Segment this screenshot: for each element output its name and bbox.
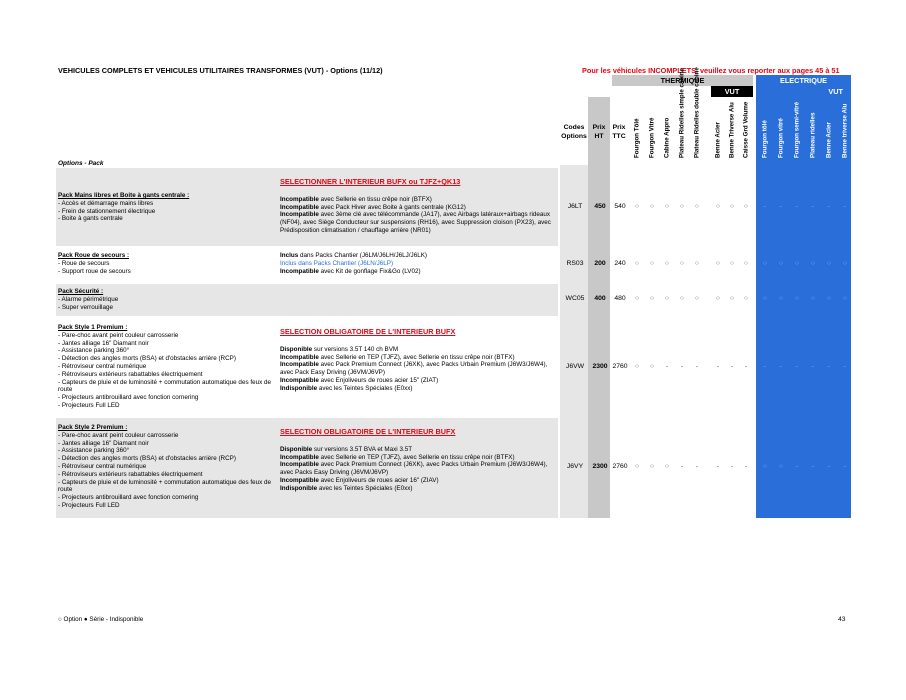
price-ttc: 240	[614, 260, 626, 267]
col-benne-acier: Benne Acier	[714, 122, 722, 158]
row-description: Pack Style 2 Premium : - Pare-choc avant peint couleur carrosserie - Jantes alliage 16" Diamant noir - Assistance parking 360° - Détection des angles morts (BSA) et d'obstacles arrière (RCP) - Rétroviseur central numérique - Rétroviseurs extérieurs rabattables électriquement - Capteurs de pluie et de luminosité + commutation automatique des feux de route - Projecteurs antibrouillard avec fonction cornering - Projecteurs Full LED	[58, 424, 271, 509]
row-notes: SELECTIONNER L'INTERIEUR BUFX ou TJFZ+QK13 Incompatible avec Sellerie en tissu crêpe noir (BTFX) Incompatible avec Pack Hiver avec Boite à gants centrale (KG12) Incompatible avec 3ème clé avec télécommande (JA17), avec Airbags latéraux+airbags rideaux (NF04), avec Siège Conducteur sur suspensions (RH16), avec Suppression cloison (PX23), avec Prédisposition climatisation / chauffage arrière (NR01)	[280, 177, 551, 234]
row-notes: SELECTION OBLIGATOIRE DE L'INTERIEUR BUFX Disponible sur versions 3.5T 140 ch BVM Incompatible avec Sellerie en TEP (TJFZ), avec Sellerie en tissu crêpe noir (BTFX) Incompatible avec Pack Premium Connect (J6XK), avec Packs Urbain Premium (J6W3/J6W4), avec Pack Easy Driving (J6VM/J6VP) Incompatible avec Enjoliveurs de roues acier 15" (ZIAT) Indisponible avec les Teintes Spéciales (E0xx)	[280, 327, 548, 392]
legend: ○ Option ● Série - Indisponible	[58, 616, 144, 623]
row-description: Pack Style 1 Premium : - Pare-choc avant peint couleur carrosserie - Jantes alliage 16" Diamant noir - Assistance parking 360° - Détection des angles morts (BSA) et d'obstacles arrière (RCP) - Rétroviseur central numérique - Rétroviseurs extérieurs rabattables électriquement - Capteurs de pluie et de luminosité + commutation automatique des feux de route - Projecteurs antibrouillard avec fonction cornering - Projecteurs Full LED	[58, 324, 271, 409]
section-label: Options - Pack	[58, 160, 104, 167]
col-benne-triverse: Benne Triverse Alu	[728, 102, 736, 158]
price-ttc: 2760	[612, 363, 628, 370]
incomplete-vehicles-note: Pour les véhicules INCOMPLETS, veuillez vous reporter aux pages 45 à 51	[582, 66, 840, 75]
option-code: RS03	[566, 260, 584, 267]
price-ttc: 480	[614, 295, 626, 302]
col-caisse-grd-volume: Caisse Grd Volume	[742, 101, 750, 158]
row-notes: SELECTION OBLIGATOIRE DE L'INTERIEUR BUFX Disponible sur versions 3.5T BVA et Maxi 3.5T Incompatible avec Sellerie en TEP (TJFZ), avec Sellerie en tissu crêpe noir (BTFX) Incompatible avec Pack Premium Connect (J6XK), avec Packs Urbain Premium (J6W3/J6W4), avec Packs Easy Driving (J6VM/J6VP) Incompatible avec Enjoliveurs de roues acier 16" (ZIAV) Indisponible avec les Teintes Spéciales (E0xx)	[280, 427, 548, 492]
vut-electrique-header: VUT	[756, 86, 851, 97]
option-code: J6LT	[567, 203, 583, 210]
price-ttc: 2760	[612, 463, 628, 470]
price-ht: 200	[594, 260, 606, 267]
price-ht: 400	[594, 295, 606, 302]
row-description: Pack Roue de secours : - Roue de secours - Support roue de secours	[58, 252, 131, 275]
table-row: Pack Style 1 Premium : - Pare-choc avant peint couleur carrosserie - Jantes alliage 16" Diamant noir - Assistance parking 360° - Détection des angles morts (BSA) et d'obstacles arrière (RCP) - Rétroviseur central numérique - Rétroviseurs extérieurs rabattables électriquement - Capteurs de pluie et de luminosité + commutation automatique des feux de route - Projecteurs antibrouillard avec fonction cornering - Projecteurs Full LED SELECTION OBLIGATOIRE DE L'INTERIEUR BUFX Disponible sur versions 3.5T 140 ch BVM Incompatible avec Sellerie en TEP (TJFZ), avec Sellerie en tissu crêpe noir (BTFX) Incompatible avec Pack Premium Connect (J6XK), avec Packs Urbain Premium (J6W3/J6W4), avec Pack Easy Driving (J6VM/J6VP) Incompatible avec Enjoliveurs de roues acier 15" (ZIAT) Indisponible avec les Teintes Spéciales (E0xx) J6VW 2300 2760 ○ ○ - - - - - - - - - - - -	[56, 318, 851, 414]
prix-ht-header: Prix HT	[592, 124, 606, 140]
col-e-fourgon-semi-vitre: Fourgon semi-vitré	[793, 101, 801, 158]
table-row: Pack Sécurité : - Alarme périmétrique - Super verrouillage WC05 400 480 ○ ○ ○ ○ ○ ○ ○ ○ ○ ○ ○ ○ ○ ○	[56, 284, 851, 316]
col-plateau-simple: Plateau Ridelles simple cabine	[678, 67, 686, 158]
col-e-fourgon-vitre: Fourgon vitré	[777, 118, 785, 158]
col-e-plateau-ridelles: Plateau ridelles	[809, 112, 817, 158]
price-ttc: 540	[614, 203, 626, 210]
page-title: VEHICULES COMPLETS ET VEHICULES UTILITAIRES TRANSFORMES (VUT) - Options (11/12)	[58, 66, 383, 75]
col-fourgon-vitre: Fourgon Vitré	[648, 117, 656, 158]
col-e-fourgon-tole: Fourgon tôlé	[761, 120, 769, 158]
price-ht: 2300	[592, 463, 608, 470]
row-notes: Inclus dans Packs Chantier (J6LM/J6LH/J6LJ/J6LK) Inclus dans Packs Chantier (J6LN/J6LP) Incompatible avec Kit de gonflage Fix&Go (LV02)	[280, 252, 427, 275]
page-number: 43	[838, 616, 846, 623]
vut-thermique-header: VUT	[711, 86, 753, 97]
prix-ttc-header: Prix TTC	[612, 124, 626, 140]
col-fourgon-tole: Fourgon Tôlé	[633, 118, 641, 158]
table-row: Pack Roue de secours : - Roue de secours - Support roue de secours Inclus dans Packs Chantier (J6LM/J6LH/J6LJ/J6LK) Inclus dans Packs Chantier (J6LN/J6LP) Incompatible avec Kit de gonflage Fix&Go (LV02) RS03 200 240 ○ ○ ○ ○ ○ ○ ○ ○ ○ ○ ○ ○ ○ ○	[58, 252, 847, 275]
option-code: J6VW	[565, 363, 585, 370]
electrique-header: ELECTRIQUE	[756, 75, 851, 86]
row-description: Pack Mains libres et Boite à gants centrale : - Accès et démarrage mains libres - Frein de stationnement électrique - Boite à gants centrale	[58, 192, 190, 223]
row-description: Pack Sécurité : - Alarme périmétrique - Super verrouillage	[58, 288, 119, 311]
col-cabine-appro: Cabine Appro	[663, 117, 671, 158]
thermique-header: THERMIQUE	[612, 75, 753, 86]
col-e-benne-acier: Benne Acier	[825, 122, 833, 158]
table-row: Pack Mains libres et Boite à gants centrale : - Accès et démarrage mains libres - Frein de stationnement électrique - Boite à gants centrale SELECTIONNER L'INTERIEUR BUFX ou TJFZ+QK13 Incompatible avec Sellerie en tissu crêpe noir (BTFX) Incompatible avec Pack Hiver avec Boite à gants centrale (KG12) Incompatible avec 3ème clé avec télécommande (JA17), avec Airbags latéraux+airbags rideaux (NF04), avec Siège Conducteur sur suspensions (RH16), avec Suppression cloison (PX23), avec Prédisposition climatisation / chauffage arrière (NR01) J6LT 450 540 ○ ○ ○ ○ ○ ○ ○ ○ - - - - - -	[56, 168, 851, 246]
col-plateau-double: Plateau Ridelles double cabine	[693, 67, 701, 158]
col-e-benne-triverse: Benne triverse Alu	[841, 103, 849, 158]
codes-options-header: Codes Options	[561, 124, 587, 140]
option-code: WC05	[565, 295, 585, 302]
option-code: J6VY	[566, 463, 584, 470]
table-row: Pack Style 2 Premium : - Pare-choc avant peint couleur carrosserie - Jantes alliage 16" Diamant noir - Assistance parking 360° - Détection des angles morts (BSA) et d'obstacles arrière (RCP) - Rétroviseur central numérique - Rétroviseurs extérieurs rabattables électriquement - Capteurs de pluie et de luminosité + commutation automatique des feux de route - Projecteurs antibrouillard avec fonction cornering - Projecteurs Full LED SELECTION OBLIGATOIRE DE L'INTERIEUR BUFX Disponible sur versions 3.5T BVA et Maxi 3.5T Incompatible avec Sellerie en TEP (TJFZ), avec Sellerie en tissu crêpe noir (BTFX) Incompatible avec Pack Premium Connect (J6XK), avec Packs Urbain Premium (J6W3/J6W4), avec Packs Easy Driving (J6VM/J6VP) Incompatible avec Enjoliveurs de roues acier 16" (ZIAV) Indisponible avec les Teintes Spéciales (E0xx) J6VY 2300 2760 ○ ○ ○ - - - - - ○ ○ - - - -	[56, 418, 851, 518]
price-ht: 2300	[592, 363, 608, 370]
price-ht: 450	[594, 203, 606, 210]
